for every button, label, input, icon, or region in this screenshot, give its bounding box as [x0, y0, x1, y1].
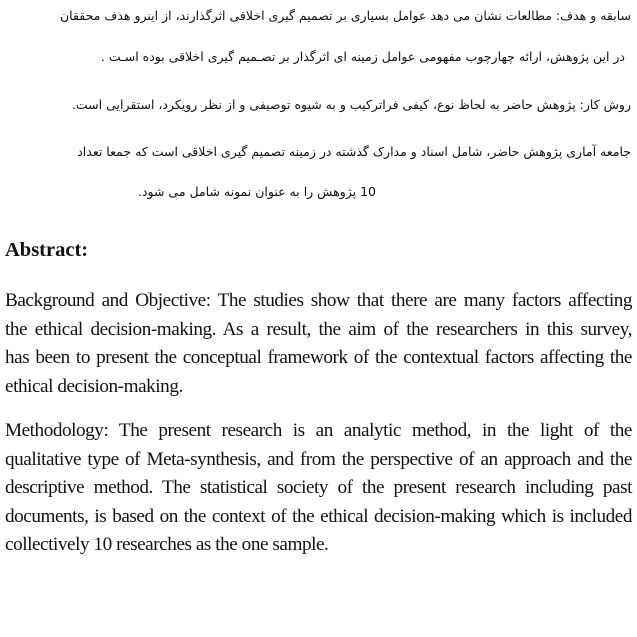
paragraph-line: the ethical decision-making. As a result, the aim of the researchers in this survey,	[5, 318, 632, 340]
persian-line: روش کار: پژوهش حاضر به لحاظ نوع، کیفی فراترکیب و به شیوه توصیفی و از نظر رویکرد، استقرایی است.	[71, 97, 631, 112]
paragraph-line: has been to present the conceptual framework of the contextual factors affecting the	[5, 347, 632, 369]
persian-line: جامعه آماری پژوهش حاضر، شامل اسناد و مدارک گذشته در زمینه تصمیم گیری اخلاقی است که جمعا تعداد	[77, 144, 631, 159]
paragraph-line: qualitative type of Meta-synthesis, and from the perspective of an approach and the	[5, 448, 632, 470]
paragraph-line: ethical decision-making.	[5, 375, 183, 397]
paragraph-line: collectively 10 researches as the one sample.	[5, 534, 329, 556]
paragraph-line: Background and Objective: The studies show that there are many factors affecting	[5, 290, 632, 311]
paragraph-line: Methodology: The present research is an analytic method, in the light of the	[5, 420, 632, 441]
abstract-heading: Abstract:	[5, 239, 89, 261]
paragraph-line: documents, is based on the context of the ethical decision-making which is included	[5, 505, 632, 527]
background-objective-paragraph	[5, 287, 632, 401]
methodology-paragraph	[5, 417, 632, 560]
persian-line: 10 پژوهش را به عنوان نمونه شامل می شود.	[137, 184, 376, 199]
paragraph-line: descriptive method. The statistical society of the present research including past	[5, 477, 632, 499]
persian-line: سابقه و هدف: مطالعات نشان می دهد عوامل بسیاری بر تصمیم گیری اخلاقی اثرگذارند، از اینرو هدف محققان	[60, 8, 631, 23]
persian-line: در این پژوهش، ارائه چهارچوب مفهومی عوامل زمینه ای اثرگذار بر تصـمیم گیری اخلاقی بوده اسـت .	[100, 49, 625, 64]
